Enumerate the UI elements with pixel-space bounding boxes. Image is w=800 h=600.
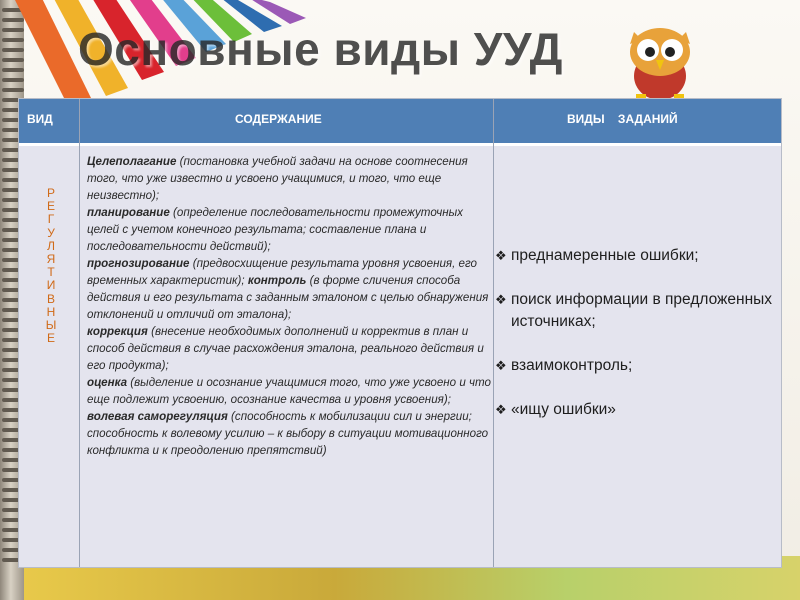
content-text: (способность к мобилизации сил и энергии; способность к волевому усилию – к выбору в ситуации мотивационного конфликта и к преодолению препятствий) xyxy=(87,410,489,457)
header-tasks: ВИДЫ ЗАДАНИЙ xyxy=(567,112,678,126)
header-content: СОДЕРЖАНИЕ xyxy=(235,112,322,126)
content-term: оценка xyxy=(87,376,128,389)
task-item xyxy=(495,245,781,267)
task-text: поиск информации в предложенных источниках; xyxy=(511,291,773,330)
content-text: (в форме сличения способа действия и его результата с заданным эталоном с целью обнаружения отклонений и отличий от эталона); xyxy=(87,274,489,321)
diamond-bullet-icon: ❖ xyxy=(495,292,507,307)
task-item xyxy=(495,355,781,377)
content-item xyxy=(87,410,488,457)
type-label-regulative: Р Е Г У Л Я Т И В Н Ы Е xyxy=(45,186,57,346)
column-divider xyxy=(79,99,80,567)
content-text: (выделение и осознание учащимися того, что уже усвоено и что еще подлежит усвоению, осознание качества и уровня усвоения); xyxy=(87,376,491,406)
task-text: преднамеренные ошибки; xyxy=(511,247,699,264)
diamond-bullet-icon: ❖ xyxy=(495,358,507,373)
content-text: (определение последовательности промежуточных целей с учетом конечного результата; составление плана и последовательности действий); xyxy=(87,206,463,253)
table-header xyxy=(19,99,781,143)
content-item xyxy=(87,206,463,253)
content-term: прогнозирование xyxy=(87,257,190,270)
uud-table xyxy=(18,98,782,568)
slide-title: Основные виды УУД xyxy=(78,23,563,75)
content-term: Целеполагание xyxy=(87,155,177,168)
content-term: планирование xyxy=(87,206,170,219)
content-cell xyxy=(87,153,493,459)
task-item xyxy=(495,399,781,421)
task-text: взаимоконтроль; xyxy=(511,357,633,374)
owl-mascot-icon xyxy=(612,18,708,104)
task-text: «ищу ошибки» xyxy=(511,401,616,418)
diamond-bullet-icon: ❖ xyxy=(495,402,507,417)
content-text: (предвосхищение результата уровня усвоения, его временных характеристик); xyxy=(87,257,478,287)
header-type: ВИД xyxy=(27,112,53,126)
content-item xyxy=(87,325,484,372)
column-divider xyxy=(493,99,494,567)
tasks-cell xyxy=(495,245,781,443)
content-term: контроль xyxy=(247,274,307,287)
header-divider xyxy=(19,143,781,146)
task-item xyxy=(495,289,781,333)
diamond-bullet-icon: ❖ xyxy=(495,248,507,263)
content-item xyxy=(87,155,468,202)
content-text: (внесение необходимых дополнений и корректив в план и способ действия в случае расхождения эталона, реального действия и его продукта); xyxy=(87,325,484,372)
content-term: волевая саморегуляция xyxy=(87,410,228,423)
content-item xyxy=(87,376,491,406)
content-term: коррекция xyxy=(87,325,148,338)
content-text: (постановка учебной задачи на основе соотнесения того, что уже известно и усвоено учащимися, и того, что еще неизвестно); xyxy=(87,155,468,202)
